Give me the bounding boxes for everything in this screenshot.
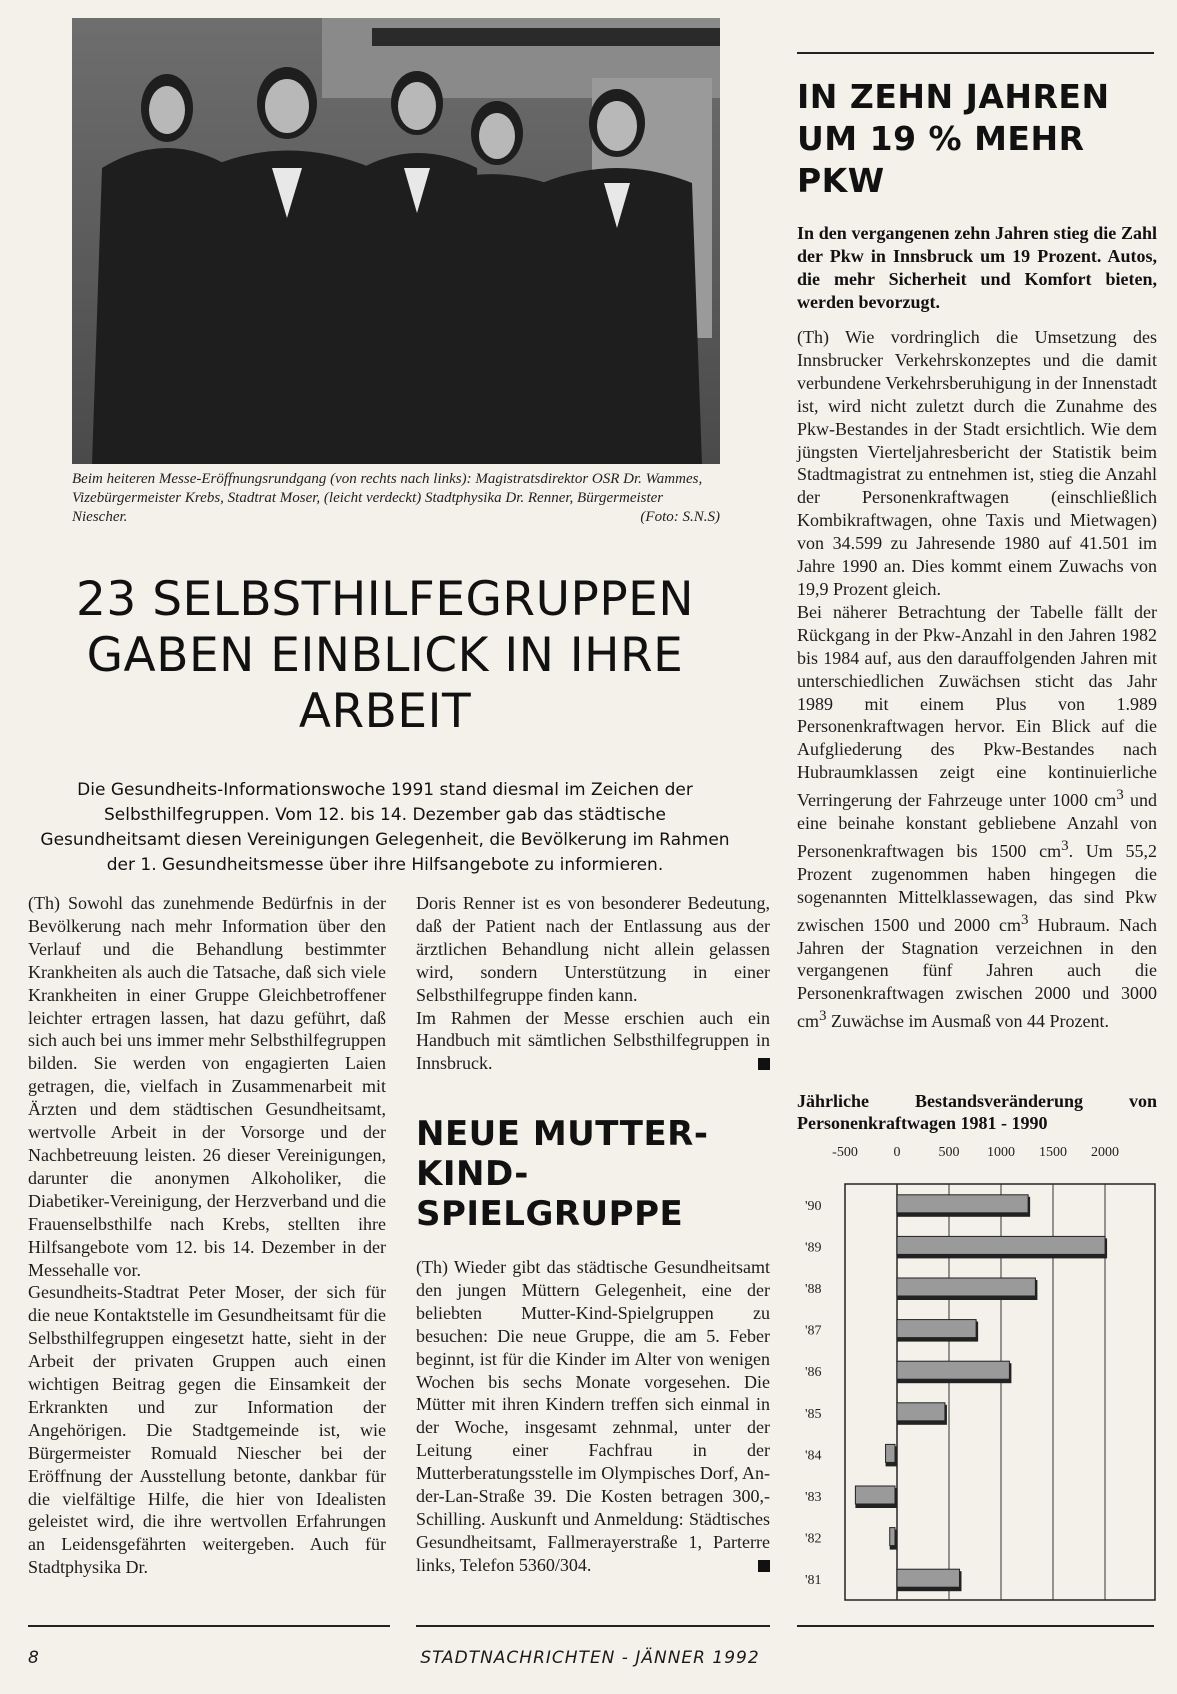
text-run: Bei näherer Betrachtung der Tabelle fällt der Rückgang in der Pkw-Anzahl in den Jahren 1982 bis 1984 auf, aus den darauffolgenden Jahren mit unterschiedlichen Zuwächsen sticht das Jahr 1989 mit einem Plus von 1.989 Personenkraftwagen hervor. Ein Blick auf die Aufgliederung des Pkw-Bestandes nach Hubraumklassen zeigt eine kontinuierliche Verringerung der Fahrzeuge unter 1000 cm xyxy=(797,601,1157,811)
y-category-label: '83 xyxy=(805,1490,822,1505)
paragraph: (Th) Sowohl das zunehmende Bedürfnis in der Bevölkerung nach mehr Information über den Verlauf und die Behandlung bestimmter Krankheiten als auch die Tatsache, daß sich viele Krankheiten in einer Gruppe Gleichbetroffener leichter ertragen lassen, hat dazu geführt, daß sich auch bei uns immer mehr Selbsthilfegruppen bilden. Sie werden von engagierten Laien getragen, die, vielfach in Zusammenarbeit mit Ärzten und dem städtischen Gesundheitsamt, wertvolle Arbeit in der Vorsorge und der Nachbetreuung leisten. 26 dieser Vereinigungen, darunter die anonymen Alkoholiker, die Diabetiker-Vereinigung, der Herzverband und die Frauenselbsthilfe nach Krebs, stellten ihre Hilfsangebote vom 12. bis 14. Dezember in der Messehalle vor. xyxy=(28,893,386,1280)
bar xyxy=(897,1195,1028,1213)
superscript: 3 xyxy=(819,1008,827,1025)
y-category-label: '87 xyxy=(805,1323,822,1339)
right-headline: IN ZEHN JAHREN UM 19 % MEHR PKW xyxy=(797,77,1110,200)
bar xyxy=(886,1444,895,1462)
publication-title: STADTNACHRICHTEN - JÄNNER 1992 xyxy=(420,1648,760,1668)
x-tick-label: 2000 xyxy=(1091,1145,1119,1160)
bar xyxy=(890,1528,895,1546)
y-category-label: '89 xyxy=(805,1240,822,1256)
y-category-label: '82 xyxy=(805,1531,822,1547)
bar xyxy=(897,1278,1035,1296)
y-category-label: '90 xyxy=(805,1198,822,1214)
sub-headline: NEUE MUTTER-KIND-SPIELGRUPPE xyxy=(416,1114,709,1234)
page-number: 8 xyxy=(28,1648,39,1668)
photo-caption xyxy=(72,470,720,527)
text-run: Hubraum. Nach Jahren der Stagnation verzeichnen in den vergangenen fünf Jahren auch die Personenkraftwagen zwischen 2000 und 3000 cm xyxy=(797,914,1157,1032)
paragraph: Doris Renner ist es von besonderer Bedeutung, daß der Patient nach der Entlassung aus der ärztlichen Behandlung nicht allein gelassen wird, sondern Unterstützung in einer Selbsthilfegruppe finden kann. xyxy=(416,893,770,1005)
main-article-column-2 xyxy=(416,892,770,1075)
right-lead: In den vergangenen zehn Jahren stieg die Zahl der Pkw in Innsbruck um 19 Prozent. Autos, die mehr Sicherheit und Komfort bieten, werden bevorzugt. xyxy=(797,223,1157,312)
main-headline: 23 SELBSTHILFEGRUPPEN GABEN EINBLICK IN IHRE ARBEIT xyxy=(75,572,695,739)
footer-rule xyxy=(416,1625,770,1627)
end-square-icon xyxy=(758,1560,770,1572)
sub-article-body xyxy=(416,1256,770,1577)
x-tick-label: 500 xyxy=(938,1145,960,1160)
x-tick-label: 0 xyxy=(893,1145,901,1160)
photo-illustration xyxy=(72,18,720,464)
paragraph-with-end-mark xyxy=(416,1256,770,1577)
text-run: und eine beinahe konstant gebliebene Anzahl von Personenkraftwagen bis 1500 cm xyxy=(797,790,1158,861)
bar xyxy=(897,1403,945,1421)
paragraph: (Th) Wie vordringlich die Umsetzung des Innsbrucker Verkehrskonzeptes und die damit verbundene Verkehrsberuhigung in der Innenstadt ist, wird nicht zuletzt durch die Zunahme des Pkw-Bestandes in der Stadt ersichtlich. Wie dem jüngsten Vierteljahresbericht der Statistik beim Stadtmagistrat zu entnehmen ist, stieg die Anzahl der Personenkraftwagen (einschließlich Kombikraftwagen, ohne Taxis und Mietwagen) von 34.599 zu Jahresende 1980 auf 41.501 im Jahre 1990 an. Dies kommt einem Zuwachs von 19,9 Prozent gleich. xyxy=(797,327,1157,599)
y-category-label: '84 xyxy=(805,1448,822,1464)
bar xyxy=(897,1320,976,1338)
column-rule xyxy=(797,52,1154,54)
superscript: 3 xyxy=(1061,837,1069,854)
bar xyxy=(897,1361,1009,1379)
superscript: 3 xyxy=(1021,911,1029,928)
text-run: . Um 55,2 Prozent zugenommen haben hingegen die sogenannten Mittelklassewagen, das sind Pkw zwischen 1500 und 2000 cm xyxy=(797,840,1157,935)
bar xyxy=(897,1236,1105,1254)
right-article-body xyxy=(797,326,1157,1033)
footer-rule xyxy=(797,1625,1154,1627)
superscript: 3 xyxy=(1116,787,1124,804)
footer-rule xyxy=(28,1625,390,1627)
x-tick-label: 1500 xyxy=(1039,1145,1067,1160)
chart-title: Jährliche Bestandsveränderung von Personenkraftwagen 1981 - 1990 xyxy=(797,1091,1157,1133)
x-tick-label: -500 xyxy=(832,1145,858,1160)
caption-text: Beim heiteren Messe-Eröffnungsrundgang (von rechts nach links): Magistratsdirektor OSR Dr. Wammes, Vizebürgermeister Krebs, Stadtrat Moser, (leicht verdeckt) Stadtphysika Dr. Renner, Bürgermeister Niescher. xyxy=(72,471,703,525)
photo-credit: (Foto: S.N.S) xyxy=(640,509,720,525)
y-category-label: '88 xyxy=(805,1282,822,1297)
y-category-label: '85 xyxy=(805,1406,822,1422)
bar-chart xyxy=(797,1140,1157,1615)
end-square-icon xyxy=(758,1058,770,1070)
y-category-label: '86 xyxy=(805,1365,822,1381)
bar xyxy=(897,1569,959,1587)
x-tick-label: 1000 xyxy=(987,1145,1015,1160)
paragraph-with-end-mark xyxy=(416,1007,770,1076)
main-article-column-1 xyxy=(28,892,386,1579)
bar xyxy=(855,1486,895,1504)
paragraph: Gesundheits-Stadtrat Peter Moser, der sich für die neue Kontaktstelle im Gesundheitsamt für die Selbsthilfegruppen eingesetzt hatte, sieht in der Arbeit der privaten Gruppen auch einen wichtigen Beitrag gegen die Einsamkeit der Erkrankten und zur Information der Angehörigen. Die Stadtgemeinde ist, wie Bürgermeister Romuald Niescher bei der Eröffnung der Ausstellung betonte, dankbar für die vielfältige Hilfe, die hier von Idealisten geleistet wird, die ihre wertvollen Erfahrungen an Leidensgefährten weitergeben. Auch für Stadtphysika Dr. xyxy=(28,1282,386,1578)
text-run: Zuwächse im Ausmaß von 44 Prozent. xyxy=(826,1011,1109,1032)
paragraph xyxy=(797,601,1157,1033)
chart-canvas xyxy=(797,1140,1157,1610)
paragraph-text: Im Rahmen der Messe erschien auch ein Handbuch mit sämtlichen Selbsthilfegruppen in Innsbruck. xyxy=(416,1007,770,1074)
main-lead: Die Gesundheits-Informationswoche 1991 stand diesmal im Zeichen der Selbsthilfegruppen. Vom 12. bis 14. Dezember gab das städtische Gesundheitsamt diesen Vereinigungen Gelegenheit, die Bevölkerung im Rahmen der 1. Gesundheitsmesse über ihre Hilfsangebote zu informieren. xyxy=(40,780,730,875)
paragraph-text: (Th) Wieder gibt das städtische Gesundheitsamt den jungen Müttern Gelegenheit, eine der beliebten Mutter-Kind-Spielgruppen zu besuchen: Die neue Gruppe, die am 5. Feber beginnt, ist für die Kinder im Alter von wenigen Wochen bis sechs Monate vorgesehen. Die Mütter mit ihren Kindern treffen sich einmal in der Woche, insgesamt zehnmal, unter der Leitung einer Fachfrau in der Mutterberatungsstelle im Olympisches Dorf, An-der-Lan-Straße 39. Die Kosten betragen 300,- Schilling. Auskunft und Anmeldung: Städtisches Gesundheitsamt, Fallmerayerstraße 1, Parterre links, Telefon 5360/304. xyxy=(416,1257,770,1575)
event-photo xyxy=(72,18,720,464)
y-category-label: '81 xyxy=(805,1573,822,1589)
